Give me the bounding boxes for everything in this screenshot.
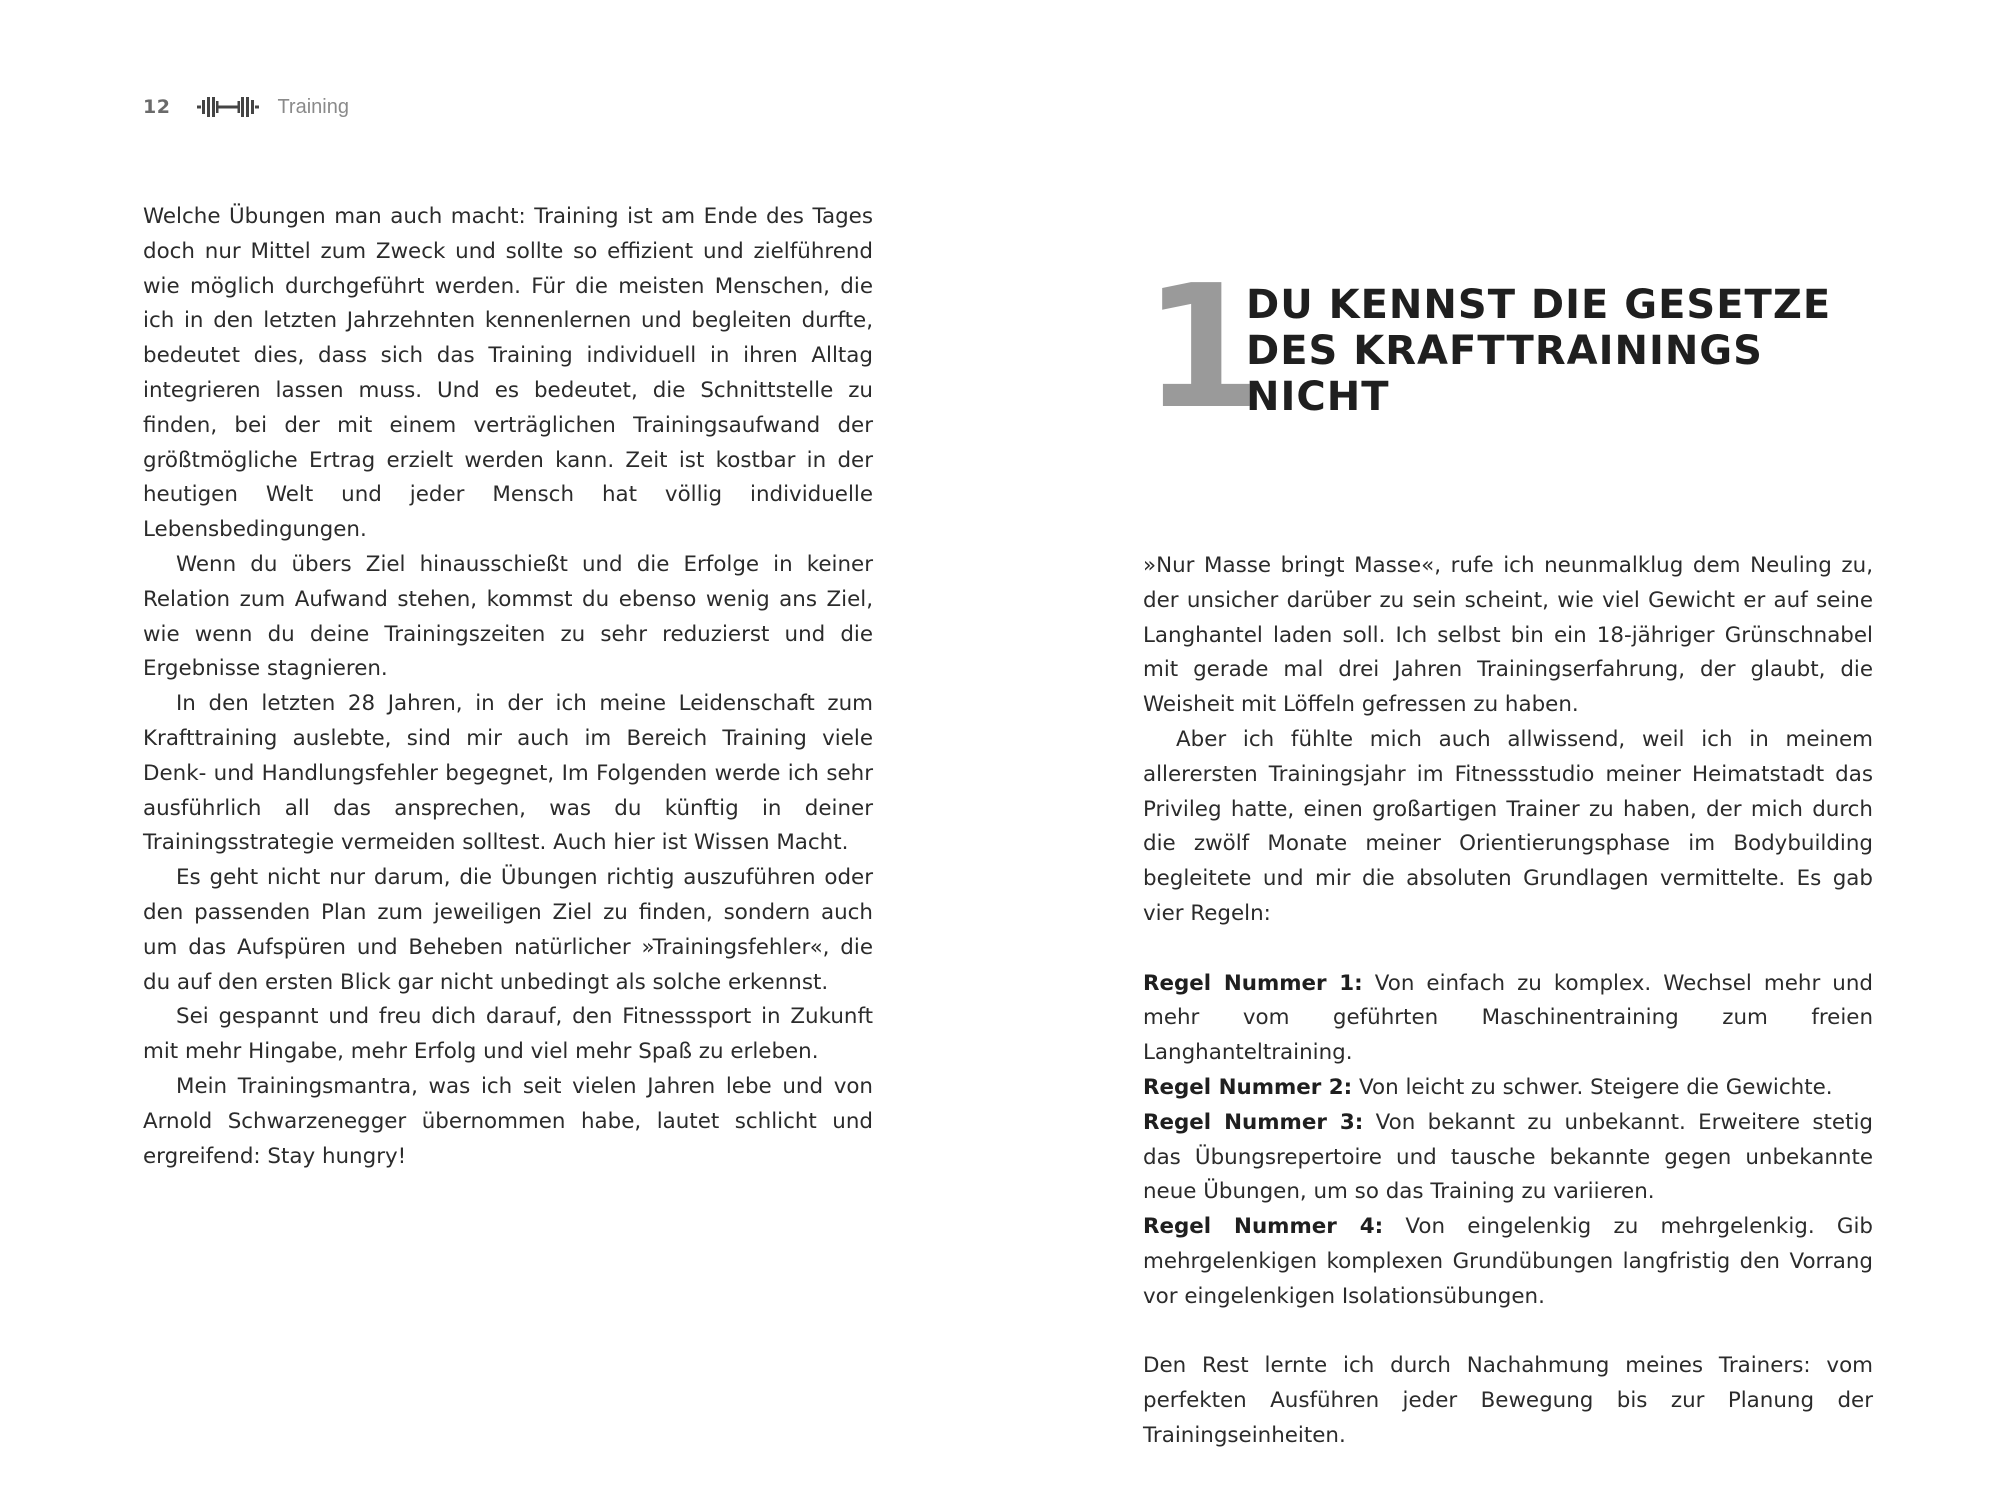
closing-paragraph: Den Rest lernte ich durch Nachahmung meines Trainers: vom perfekten Ausführen jeder Bewegung bis zur Planung der Trainingseinheiten. <box>1143 1353 1873 1448</box>
page-number: 12 <box>143 96 171 118</box>
rule-label: Regel Nummer 1: <box>1143 970 1363 996</box>
dumbbell-icon <box>197 95 259 119</box>
paragraph: »Nur Masse bringt Masse«, rufe ich neunmalklug dem Neuling zu, der unsicher darüber zu sein scheint, wie viel Gewicht er auf seine Langhantel laden soll. Ich selbst bin ein 18-jähriger Grünschnabel mit gerade mal drei Jahren Trainingserfahrung, der glaubt, die Weisheit mit Löffeln gefressen zu haben. <box>1143 553 1873 718</box>
paragraph: Aber ich fühlte mich auch allwissend, weil ich in meinem allerersten Trainingsjahr im Fitnessstudio meiner Heimatstadt das Privileg hatte, einen großartigen Trainer zu haben, der mich durch die zwölf Monate meiner Orientierungsphase im Bodybuilding begleitete und mir die absoluten Grundlagen vermittelte. Es gab vier Regeln: <box>1143 726 1873 926</box>
paragraph: Sei gespannt und freu dich darauf, den Fitnesssport in Zukunft mit mehr Hingabe, mehr Erfolg und viel mehr Spaß zu erleben. <box>143 1004 873 1065</box>
left-page <box>143 0 873 1493</box>
rule-item <box>1143 967 1873 1071</box>
right-page <box>1143 0 1873 1493</box>
rule-text: Von leicht zu schwer. Steigere die Gewichte. <box>1352 1074 1833 1100</box>
rule-text: Von einfach zu komplex. Wechsel mehr und mehr vom geführten Maschinentraining zum freien Langhanteltraining. <box>1143 970 1873 1066</box>
paragraph: Es geht nicht nur darum, die Übungen richtig auszuführen oder den passenden Plan zum jeweiligen Ziel zu finden, sondern auch um das Aufspüren und Beheben natürlicher »Trainingsfehler«, die du auf den ersten Blick gar nicht unbedingt als solche erkennst. <box>143 865 873 995</box>
chapter-title-line: DU KENNST DIE GESETZE <box>1246 282 1832 328</box>
rule-text: Von bekannt zu unbekannt. Erweitere stetig das Übungsrepertoire und tausche bekannte gegen unbekannte neue Übungen, um so das Training zu variieren. <box>1143 1109 1873 1205</box>
paragraph: Wenn du übers Ziel hinausschießt und die Erfolge in keiner Relation zum Aufwand stehen, kommst du ebenso wenig ans Ziel, wie wenn du deine Trainingszeiten zu sehr reduzierst und die Ergebnisse stagnieren. <box>143 551 873 682</box>
right-body-text <box>1143 549 1873 1454</box>
paragraph: Mein Trainingsmantra, was ich seit vielen Jahren lebe und von Arnold Schwarzenegger übernommen habe, lautet schlicht und ergreifend: Stay hungry! <box>143 1073 873 1169</box>
rule-label: Regel Nummer 4: <box>1143 1214 1384 1240</box>
chapter-title-line: DES KRAFTTRAININGS <box>1246 328 1763 374</box>
rule-item <box>1143 1071 1873 1106</box>
chapter-title-line: NICHT <box>1246 374 1390 420</box>
running-header <box>143 92 349 122</box>
rule-label: Regel Nummer 3: <box>1143 1109 1364 1135</box>
paragraph: Welche Übungen man auch macht: Training ist am Ende des Tages doch nur Mittel zum Zweck und sollte so effizient und zielführend wie möglich durchgeführt werden. Für die meisten Menschen, die ich in den letzten Jahrzehnten kennenlernen und begleiten durfte, bedeutet dies, dass sich das Training individuell in ihren Alltag integrieren lassen muss. Und es bedeutet, die Schnittstelle zu finden, bei der mit einem verträglichen Trainingsaufwand der größtmögliche Ertrag erzielt werden kann. Zeit ist kostbar in der heutigen Welt und jeder Mensch hat völlig individuelle Lebensbedingungen. <box>143 204 873 543</box>
paragraph: In den letzten 28 Jahren, in der ich meine Leidenschaft zum Krafttraining auslebte, sind mir auch im Bereich Training viele Denk- und Handlungsfehler begegnet, Im Folgenden werde ich sehr ausführlich all das ansprechen, was du künftig in deiner Trainingsstrategie vermeiden solltest. Auch hier ist Wissen Macht. <box>143 691 873 856</box>
rule-item <box>1143 1210 1873 1314</box>
rule-label: Regel Nummer 2: <box>1143 1074 1353 1100</box>
chapter-title <box>1246 282 1846 420</box>
rule-item <box>1143 1106 1873 1210</box>
left-body-text <box>143 200 873 1174</box>
chapter-number: 1 <box>1143 249 1256 447</box>
running-header-title: Training <box>277 95 349 118</box>
rule-text: Von eingelenkig zu mehrgelenkig. Gib mehrgelenkigen komplexen Grundübungen langfristig den Vorrang vor eingelenkigen Isolationsübungen. <box>1143 1214 1873 1309</box>
rules-list <box>1143 967 1873 1315</box>
